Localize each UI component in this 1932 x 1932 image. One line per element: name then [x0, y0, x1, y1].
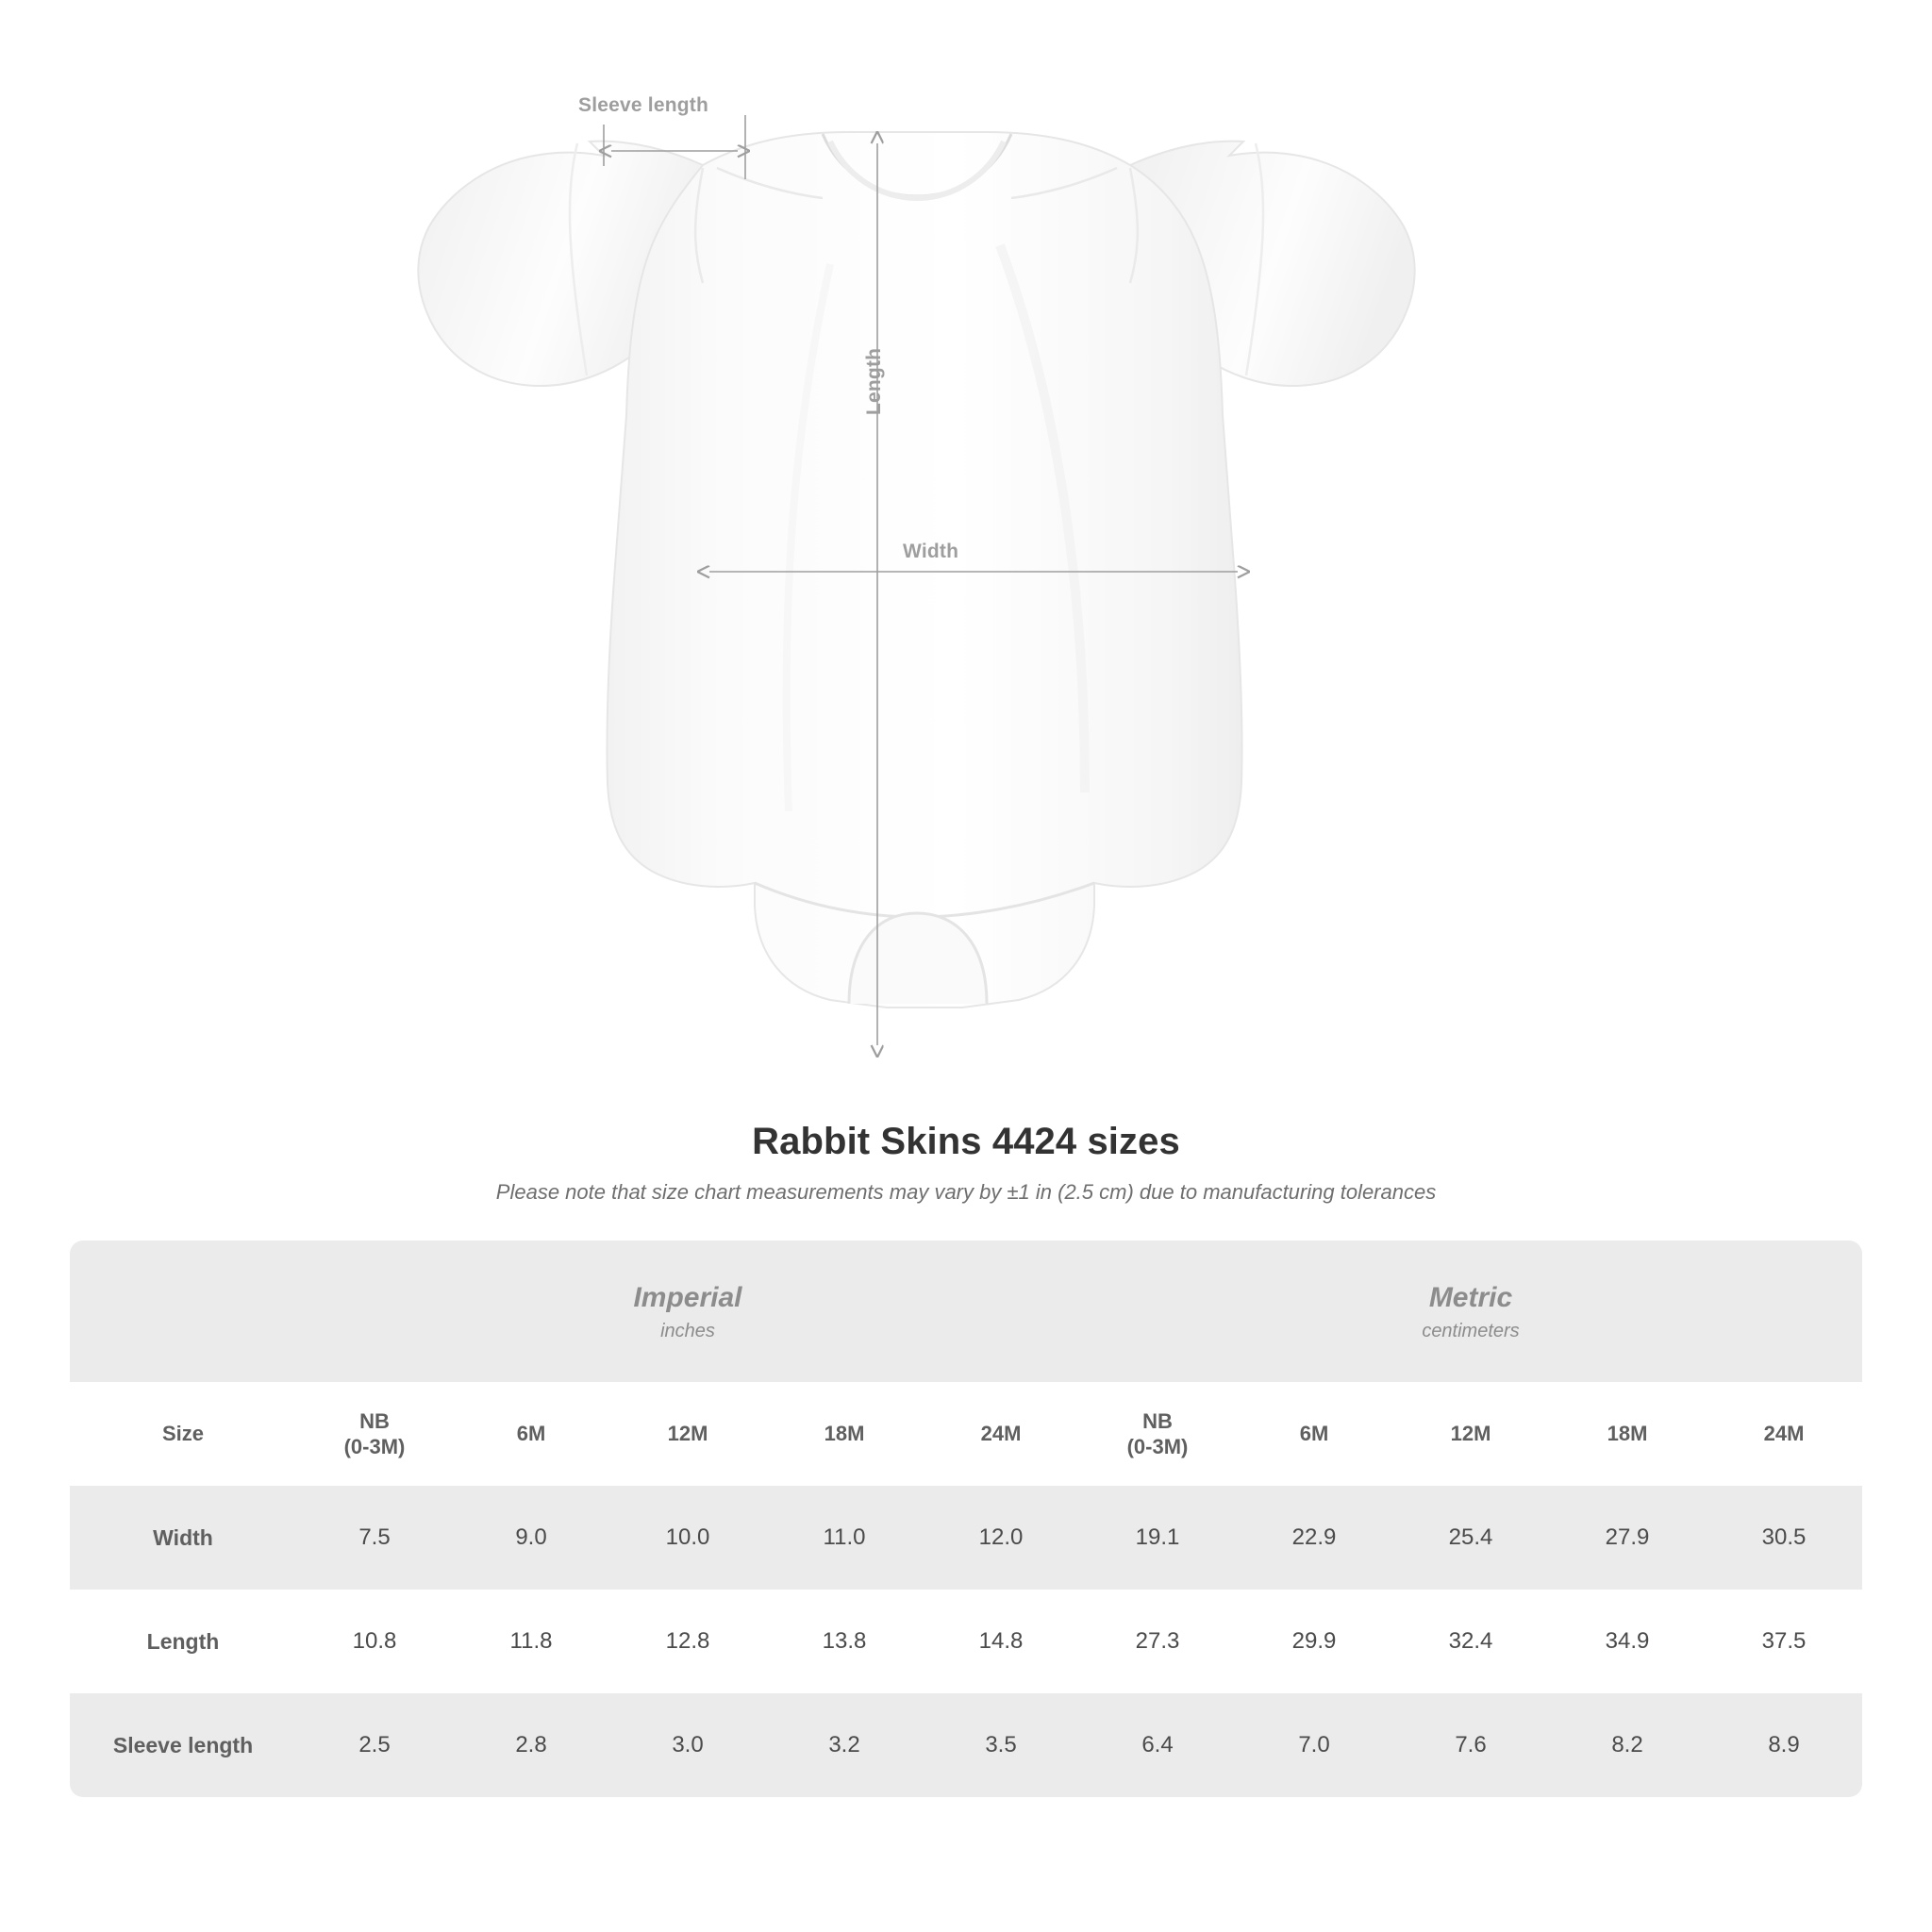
table-row [70, 1590, 1862, 1693]
page-title: Rabbit Skins 4424 sizes [752, 1121, 1180, 1162]
unit-group-imperial [296, 1241, 1079, 1382]
column-header-7-line1: 12M [1450, 1422, 1491, 1446]
cell-sleeve-imperial-6m: 2.8 [453, 1693, 609, 1797]
cell-sleeve-imperial-24m: 3.5 [923, 1693, 1079, 1797]
unit-group-metric-name: Metric [1428, 1281, 1513, 1313]
cell-sleeve-metric-12m: 7.6 [1392, 1693, 1549, 1797]
column-header-row [70, 1382, 1862, 1486]
cell-width-imperial-18m: 11.0 [766, 1486, 923, 1590]
column-header-1-line1: 6M [516, 1422, 546, 1446]
cell-width-imperial-24m: 12.0 [923, 1486, 1079, 1590]
cell-length-metric-18m: 34.9 [1549, 1590, 1706, 1693]
cell-length-metric-6m: 29.9 [1236, 1590, 1392, 1693]
column-header-5-line2: (0-3M) [1126, 1435, 1189, 1458]
column-header-9 [1706, 1382, 1862, 1486]
unit-group-imperial-name: Imperial [633, 1281, 742, 1313]
size-table [70, 1241, 1862, 1797]
cell-length-imperial-24m: 14.8 [923, 1590, 1079, 1693]
row-label-sleeve-length: Sleeve length [70, 1693, 296, 1797]
column-header-9-line1: 24M [1763, 1422, 1805, 1446]
cell-width-metric-6m: 22.9 [1236, 1486, 1392, 1590]
column-header-7 [1392, 1382, 1549, 1486]
size-table-wrapper [70, 1241, 1862, 1797]
cell-sleeve-metric-nb: 6.4 [1079, 1693, 1236, 1797]
column-header-6 [1236, 1382, 1392, 1486]
column-header-5 [1079, 1382, 1236, 1486]
unit-header-spacer [70, 1241, 296, 1382]
cell-length-imperial-18m: 13.8 [766, 1590, 923, 1693]
cell-sleeve-imperial-12m: 3.0 [609, 1693, 766, 1797]
page-subtitle: Please note that size chart measurements may vary by ±1 in (2.5 cm) due to manufacturing tolerances [495, 1180, 1437, 1204]
table-row [70, 1486, 1862, 1590]
row-label-header: Size [70, 1382, 296, 1486]
chart-title-block [0, 1121, 1932, 1205]
garment-body-shape [418, 132, 1414, 1008]
unit-group-metric-unit: centimeters [1422, 1321, 1520, 1342]
cell-width-metric-24m: 30.5 [1706, 1486, 1862, 1590]
column-header-8-line1: 18M [1607, 1422, 1648, 1446]
column-header-3-line1: 18M [824, 1422, 865, 1446]
cell-width-metric-nb: 19.1 [1079, 1486, 1236, 1590]
length-dimension-label: Length [863, 347, 885, 415]
column-header-4 [923, 1382, 1079, 1486]
cell-length-metric-24m: 37.5 [1706, 1590, 1862, 1693]
cell-sleeve-metric-24m: 8.9 [1706, 1693, 1862, 1797]
cell-width-imperial-nb: 7.5 [296, 1486, 453, 1590]
cell-sleeve-metric-6m: 7.0 [1236, 1693, 1392, 1797]
cell-length-metric-12m: 32.4 [1392, 1590, 1549, 1693]
column-header-5-line1: NB [1142, 1408, 1173, 1433]
cell-width-imperial-12m: 10.0 [609, 1486, 766, 1590]
cell-length-imperial-12m: 12.8 [609, 1590, 766, 1693]
column-header-4-line1: 24M [980, 1422, 1022, 1446]
cell-width-metric-12m: 25.4 [1392, 1486, 1549, 1590]
width-dimension-label: Width [903, 541, 959, 562]
sleeve-length-dimension-label: Sleeve length [578, 94, 708, 116]
cell-length-imperial-nb: 10.8 [296, 1590, 453, 1693]
cell-sleeve-imperial-18m: 3.2 [766, 1693, 923, 1797]
row-label-width: Width [70, 1486, 296, 1590]
cell-sleeve-imperial-nb: 2.5 [296, 1693, 453, 1797]
column-header-3 [766, 1382, 923, 1486]
cell-width-imperial-6m: 9.0 [453, 1486, 609, 1590]
row-label-length: Length [70, 1590, 296, 1693]
column-header-1 [453, 1382, 609, 1486]
unit-group-imperial-unit: inches [660, 1321, 715, 1342]
column-header-0 [296, 1382, 453, 1486]
cell-length-metric-nb: 27.3 [1079, 1590, 1236, 1693]
cell-sleeve-metric-18m: 8.2 [1549, 1693, 1706, 1797]
column-header-0-line2: (0-3M) [343, 1435, 406, 1458]
column-header-6-line1: 6M [1299, 1422, 1329, 1446]
unit-group-metric [1079, 1241, 1862, 1382]
column-header-0-line1: NB [359, 1408, 390, 1433]
column-header-8 [1549, 1382, 1706, 1486]
table-row [70, 1693, 1862, 1797]
column-header-2 [609, 1382, 766, 1486]
column-header-2-line1: 12M [667, 1422, 708, 1446]
cell-length-imperial-6m: 11.8 [453, 1590, 609, 1693]
unit-header-row [70, 1241, 1862, 1382]
cell-width-metric-18m: 27.9 [1549, 1486, 1706, 1590]
